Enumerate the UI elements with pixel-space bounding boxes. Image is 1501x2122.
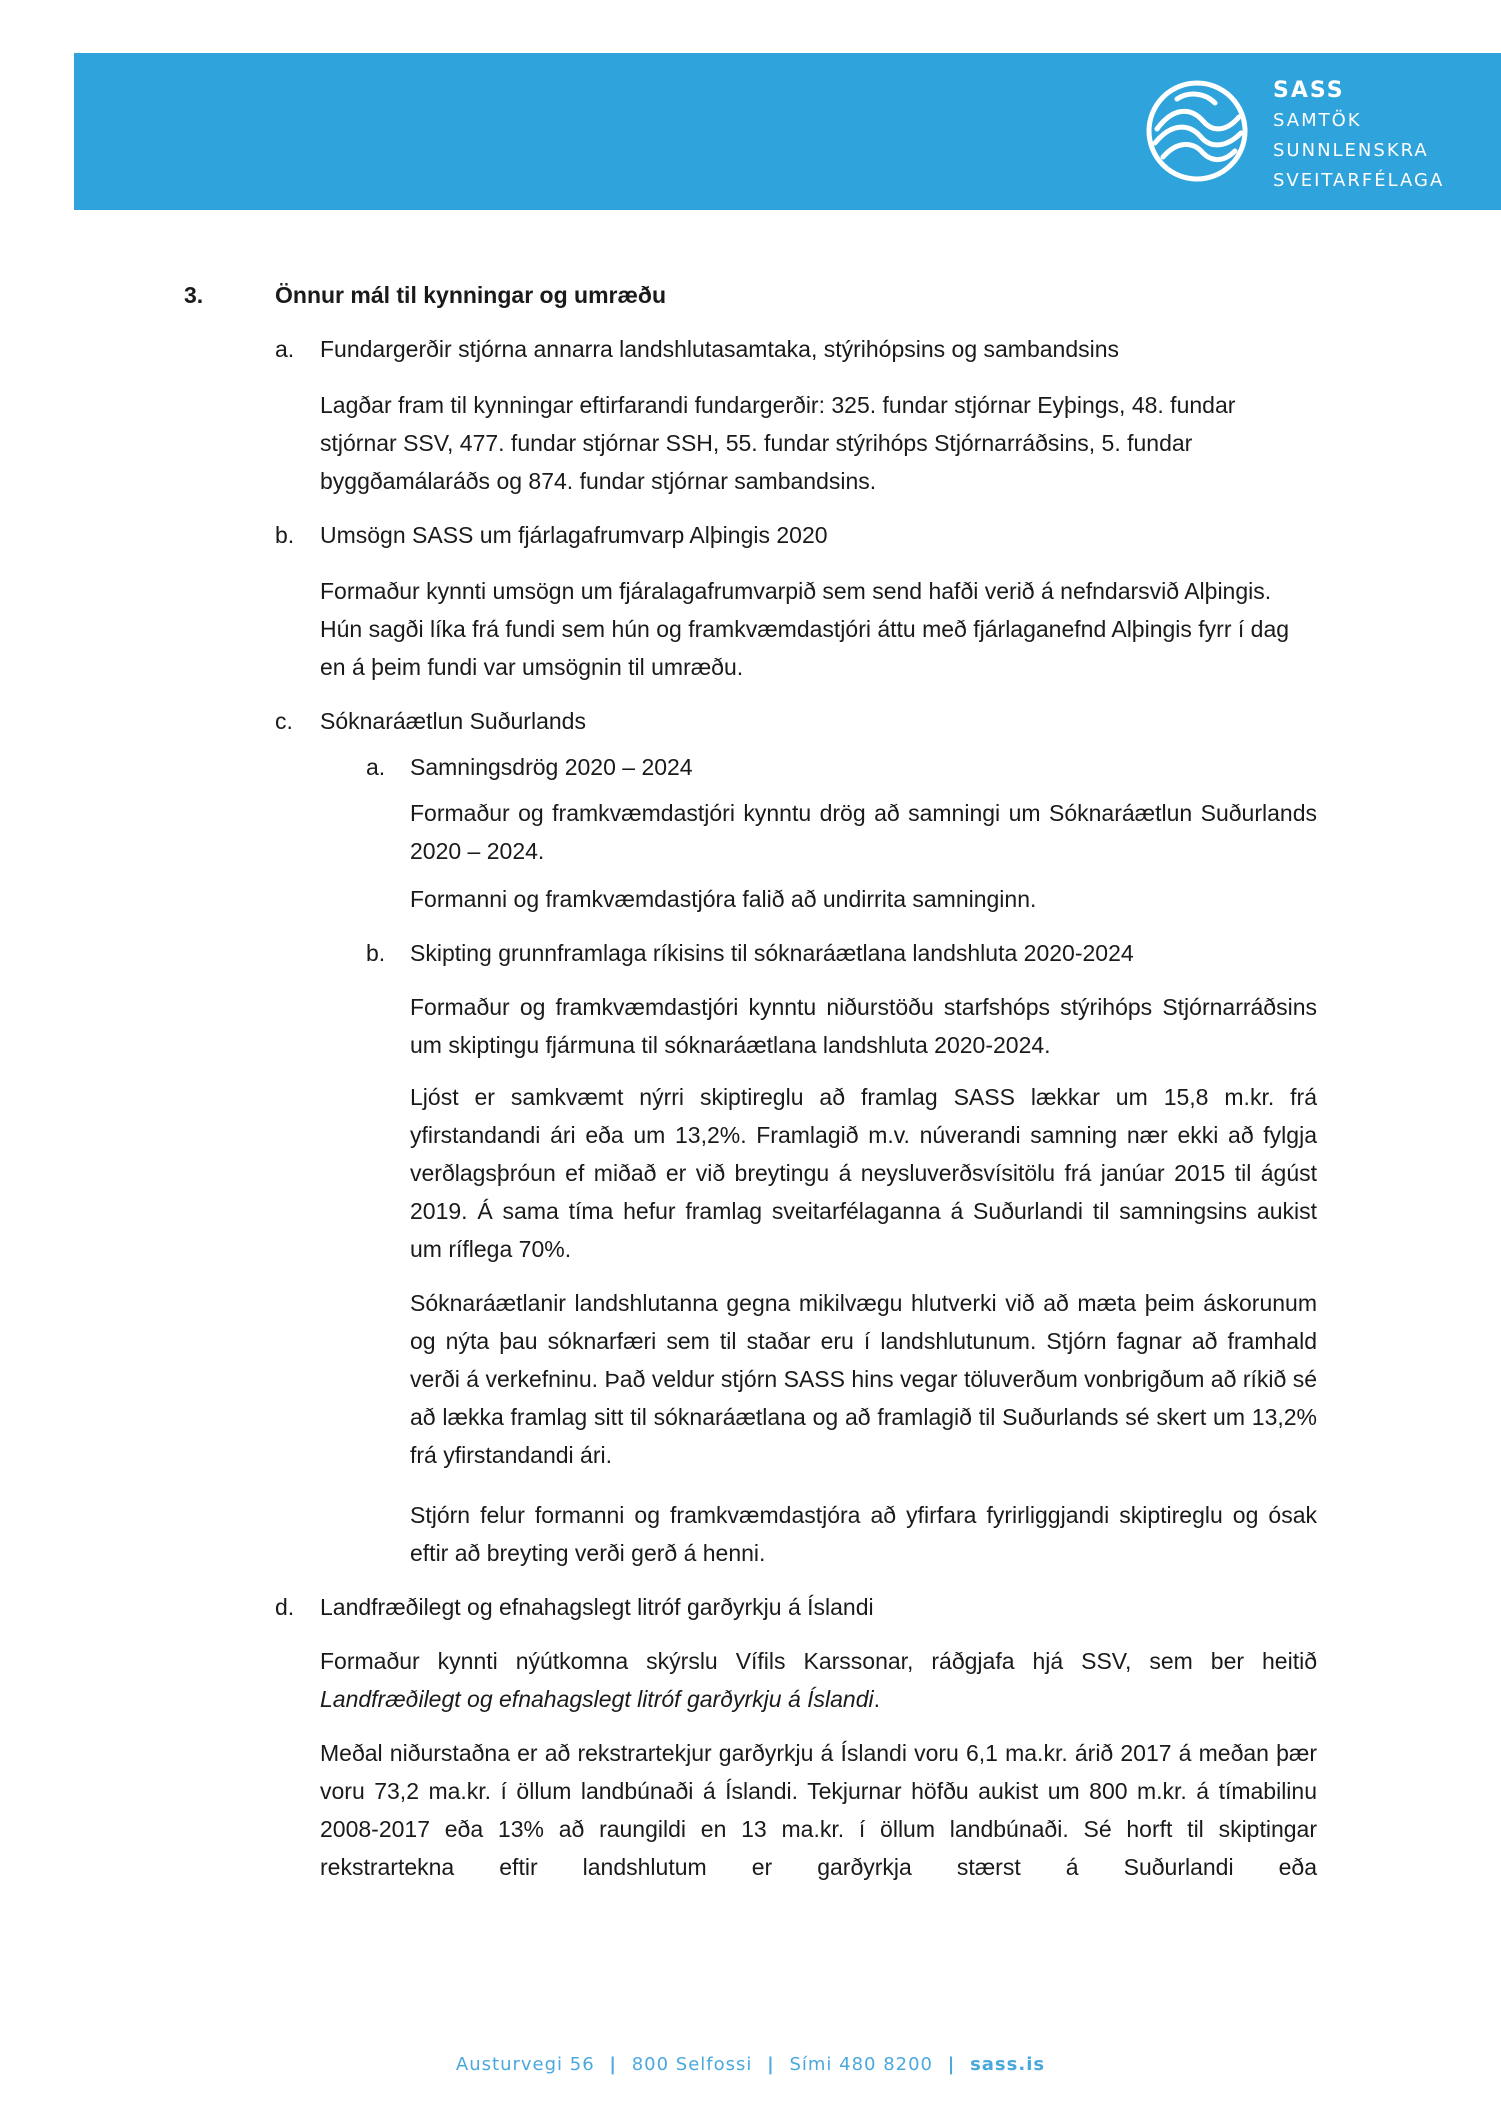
paragraph-text: . (873, 1686, 881, 1712)
footer-divider: | (947, 2054, 956, 2075)
item-marker: d. (275, 1594, 295, 1620)
footer-town: 800 Selfossi (631, 2054, 753, 2075)
item-heading: Sóknaráætlun Suðurlands (320, 708, 586, 734)
paragraph: Stjórn felur formanni og framkvæmdastjóra að yfirfara fyrirliggjandi skiptireglu og ósak eftir að breyting verði gerð á henni. (410, 1502, 1317, 1566)
brand-line-2: SUNNLENSKRA (1273, 140, 1429, 161)
brand-line-1: SAMTÖK (1273, 110, 1362, 131)
footer-website-link[interactable]: sass.is (970, 2054, 1046, 2075)
footer-phone: Sími 480 8200 (789, 2054, 934, 2075)
footer-address: Austurvegi 56 (455, 2054, 595, 2075)
sass-logo-icon (1143, 77, 1251, 185)
paragraph: Formanni og framkvæmdastjóra falið að undirrita samninginn. (410, 886, 1037, 912)
item-heading: Landfræðilegt og efnahagslegt litróf garðyrkju á Íslandi (320, 1594, 874, 1620)
brand-abbr: SASS (1273, 78, 1345, 103)
paragraph: Sóknaráætlanir landshlutanna gegna mikilvægu hlutverki við að mæta þeim áskorunum og nýta þau sóknarfæri sem til staðar eru í landshlutunum. Stjórn fagnar að framhald verði á verkefninu. Það veldur stjórn SASS hins vegar töluverðum vonbrigðum að ríkið sé að lækka framlag sitt til sóknaráætlana og að framlagið til Suðurlands sé skert um 13,2% frá yfirstandandi ári. (410, 1290, 1317, 1468)
item-marker: a. (275, 336, 295, 362)
paragraph: Formaður og framkvæmdastjóri kynntu niðurstöðu starfshóps stýrihóps Stjórnarráðsins um skiptingu fjármuna til sóknaráætlana landshluta 2020-2024. (410, 994, 1317, 1058)
subitem-heading: Skipting grunnframlaga ríkisins til sóknaráætlana landshluta 2020-2024 (410, 940, 1134, 966)
brand-line-3: SVEITARFÉLAGA (1273, 170, 1445, 191)
report-title: Landfræðilegt og efnahagslegt litróf garðyrkju á Íslandi (320, 1686, 874, 1712)
paragraph (320, 1642, 1317, 1718)
subitem-marker: a. (366, 754, 386, 780)
paragraph: Ljóst er samkvæmt nýrri skiptireglu að framlag SASS lækkar um 15,8 m.kr. frá yfirstandandi ári eða um 13,2%. Framlagið m.v. núverandi samning nær ekki að fylgja verðlagsþróun ef miðað er við breytingu á neysluverðsvísitölu frá janúar 2015 til ágúst 2019. Á sama tíma hefur framlag sveitarfélaganna á Suðurlandi til samningsins aukist um ríflega 70%. (410, 1084, 1317, 1262)
paragraph: Meðal niðurstaðna er að rekstrartekjur garðyrkju á Íslandi voru 6,1 ma.kr. árið 2017 á meðan þær voru 73,2 ma.kr. í öllum landbúnaði á Íslandi. Tekjurnar höfðu aukist um 800 m.kr. á tímabilinu 2008-2017 eða 13% að raungildi en 13 ma.kr. í öllum landbúnaði. Sé horft til skiptingar rekstrartekna eftir landshlutum er garðyrkja stærst á Suðurlandi eða (320, 1740, 1317, 1880)
item-marker: c. (275, 708, 293, 734)
footer-divider: | (609, 2054, 617, 2075)
item-heading: Fundargerðir stjórna annarra landshlutasamtaka, stýrihópsins og sambandsins (320, 336, 1120, 362)
item-heading: Umsögn SASS um fjárlagafrumvarp Alþingis 2020 (320, 522, 828, 548)
paragraph: Lagðar fram til kynningar eftirfarandi fundargerðir: 325. fundar stjórnar Eyþings, 48. fundar stjórnar SSV, 477. fundar stjórnar SSH, 55. fundar stýrihóps Stjórnarráðsins, 5. fundar byggðamálaráðs og 874. fundar stjórnar sambandsins. (320, 392, 1236, 494)
brand-wordmark (1273, 76, 1444, 196)
footer-divider: | (767, 2054, 775, 2075)
subitem-heading: Samningsdrög 2020 – 2024 (410, 754, 693, 780)
section-title: Önnur mál til kynningar og umræðu (275, 282, 667, 308)
footer (0, 2054, 1501, 2075)
section-number: 3. (184, 282, 204, 308)
subitem-marker: b. (366, 940, 386, 966)
paragraph: Formaður og framkvæmdastjóri kynntu drög að samningi um Sóknaráætlun Suðurlands 2020 – 2024. (410, 800, 1317, 864)
item-marker: b. (275, 522, 295, 548)
paragraph-text: Formaður kynnti nýútkomna skýrslu Vífils Karssonar, ráðgjafa hjá SSV, sem ber heitið (320, 1648, 1317, 1674)
paragraph: Formaður kynnti umsögn um fjáralagafrumvarpið sem send hafði verið á nefndarsvið Alþingis. Hún sagði líka frá fundi sem hún og framkvæmdastjóri áttu með fjárlaganefnd Alþingis fyrr í dag en á þeim fundi var umsögnin til umræðu. (320, 578, 1290, 680)
